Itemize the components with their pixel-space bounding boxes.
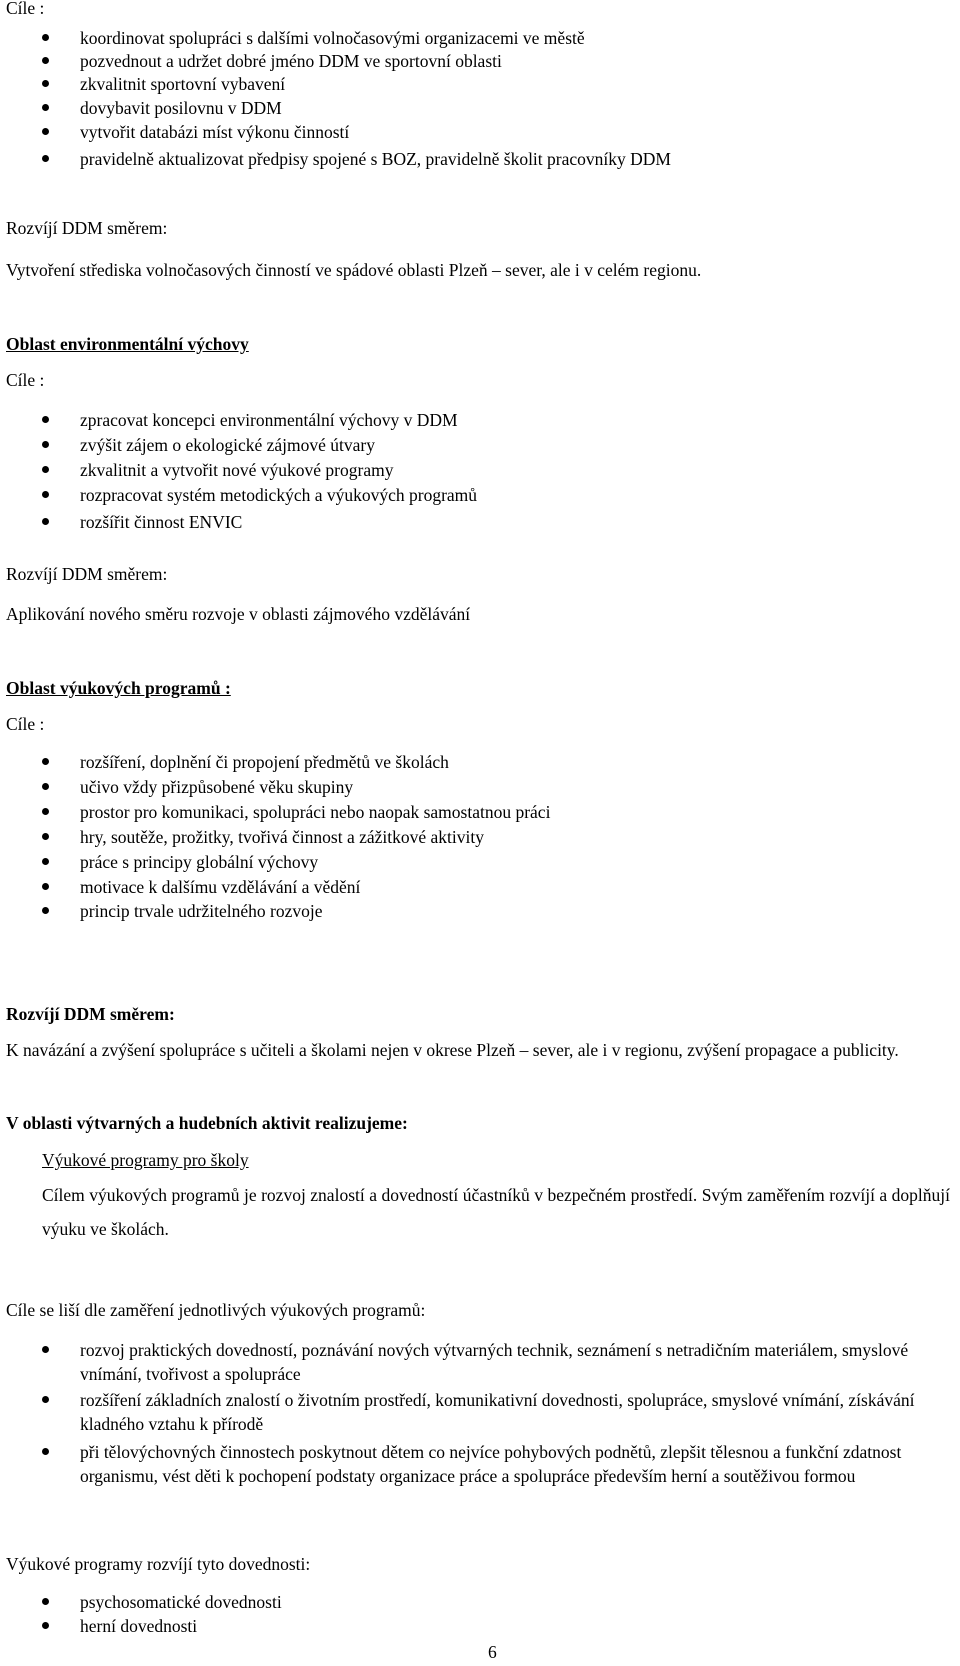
bullet-icon [42, 907, 49, 914]
develops-text-1: Vytvoření střediska volnočasových činností ve spádové oblasti Plzeň – sever, ale i v celém regionu. [6, 260, 702, 280]
bullet-icon [42, 783, 49, 790]
bullet-icon [42, 1346, 49, 1353]
bullet-icon [42, 808, 49, 815]
programs-paragraph: Cílem výukových programů je rozvoj znalostí a dovedností účastníků v bezpečném prostředí. Svým zaměřením rozvíjí a doplňují výuku ve školách. [42, 1185, 950, 1239]
bullet-icon [42, 34, 49, 41]
bullet-icon [42, 128, 49, 135]
bullet-icon [42, 1598, 49, 1605]
bullet-icon [42, 57, 49, 64]
skills-intro: Výukové programy rozvíjí tyto dovednosti: [6, 1554, 311, 1574]
develops-label-1: Rozvíjí DDM směrem: [6, 218, 168, 238]
sub-heading-school-programs: Výukové programy pro školy [42, 1150, 249, 1170]
bullet-icon [42, 858, 49, 865]
bullet-icon [42, 1448, 49, 1455]
section-heading-art-music: V oblasti výtvarných a hudebních aktivit realizujeme: [6, 1113, 408, 1133]
develops-label-2: Rozvíjí DDM směrem: [6, 564, 168, 584]
document-page: Cíle : koordinovat spolupráci s dalšími volnočasovými organizacemi ve městě pozvednout a udržet dobré jméno DDM ve sportovní oblasti zkvalitnit sportovní vybavení dovybavit posilovnu v DDM vytvořit databázi míst výkonu činností pravidelně aktualizovat předpisy spojené s BOZ, pravidelně školit pracovníky DDM Rozvíjí DDM směrem: Vytvoření střediska volnočasových činností ve spádové oblasti Plzeň – sever, ale i v celém regionu. Oblast environmentální výchovy Cíle : zpracovat koncepci environmentální výchovy v DDM zvýšit zájem o ekologické zájmové útvary zkvalitnit a vytvořit nové výukové programy rozpracovat systém metodických a výukových programů rozšířit činnost ENVIC Rozvíjí DDM směrem: Aplikování nového směru rozvoje v oblasti zájmového vzdělávání Oblast výukových programů : Cíle : rozšíření, doplnění či propojení předmětů ve školách učivo vždy přizpůsobené věku skupiny prostor pro komunikaci, spolupráci nebo naopak samostatnou práci hry, soutěže, prožitky, tvořivá činnost a zážitkové aktivity práce s principy globální výchovy motivace k dalšímu vzdělávání a vědění princip trvale udržitelného rozvoje Rozvíjí DDM směrem: K navázání a zvýšení spolupráce s učiteli a školami nejen v okrese Plzeň – sever, ale i v regionu, zvýšení propagace a publicity. V oblasti výtvarných a hudebních aktivit realizujeme: Výukové programy pro školy Cílem výukových programů je rozvoj znalostí a dovedností účastníků v bezpečném prostředí. Svým zaměřením rozvíjí a doplňují výuku ve školách. Cíle se liší dle zaměření jednotlivých výukových programů: rozvoj praktických dovedností, poznávání nových výtvarných technik, seznámení s netradičním materiálem, smyslové vnímání, tvořivost a spolupráce rozšíření základních znalostí o životním prostředí, komunikativní dovednosti, spolupráce, smyslové vnímání, získávání kladného vztahu k přírodě při tělovýchovných činnostech poskytnout dětem co nejvíce pohybových podnětů, zlepšit tělesnou a funkční zdatnost organismu, vést děti k pochopení podstaty organizace práce a spolupráce především herní a soutěživou formou Výukové programy rozvíjí tyto dovednosti: psychosomatické dovednosti herní dovednosti 6 [0, 0, 960, 1666]
bullet-icon [42, 883, 49, 890]
bullet-icon [42, 104, 49, 111]
goals-label-3: Cíle : [6, 714, 45, 734]
section-heading-environmental: Oblast environmentální výchovy [6, 334, 249, 354]
goals-label-2: Cíle : [6, 370, 45, 390]
bullet-icon [42, 155, 49, 162]
bullet-icon [42, 80, 49, 87]
bullet-icon [42, 441, 49, 448]
bullet-icon [42, 416, 49, 423]
develops-text-2: Aplikování nového směru rozvoje v oblasti zájmového vzdělávání [6, 604, 471, 624]
bullet-icon [42, 518, 49, 525]
page-number: 6 [488, 1642, 497, 1662]
develops-label-3: Rozvíjí DDM směrem: [6, 1004, 175, 1024]
develops-text-3: K navázání a zvýšení spolupráce s učiteli a školami nejen v okrese Plzeň – sever, ale i v regionu, zvýšení propagace a publicity. [6, 1040, 899, 1060]
goals-label-1: Cíle : [6, 0, 45, 18]
bullet-icon [42, 1396, 49, 1403]
bullet-icon [42, 491, 49, 498]
bullet-icon [42, 833, 49, 840]
bullet-icon [42, 466, 49, 473]
section-heading-educational-programs: Oblast výukových programů : [6, 678, 231, 698]
bullet-icon [42, 758, 49, 765]
goals-intro: Cíle se liší dle zaměření jednotlivých výukových programů: [6, 1300, 426, 1320]
bullet-icon [42, 1622, 49, 1629]
